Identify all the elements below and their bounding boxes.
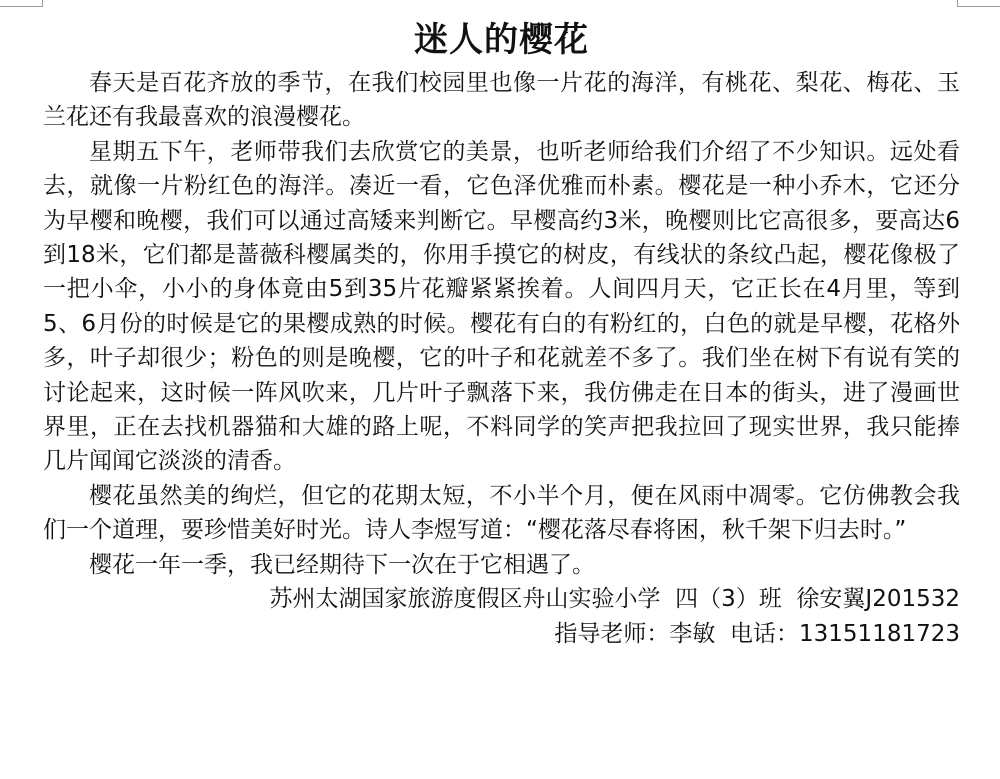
essay-paragraph-3: 樱花虽然美的绚烂，但它的花期太短，不小半个月，便在风雨中凋零。它仿佛教会我们一个道理，要珍惜美好时光。诗人李煜写道：“樱花落尽春将困，秋千架下归去时。”: [43, 482, 960, 544]
signature-block: [43, 582, 960, 651]
page-corner-mark-left: [0, 0, 43, 7]
essay-title: 迷人的樱花: [414, 20, 589, 60]
essay-paragraph-1: 春天是百花齐放的季节，在我们校园里也像一片花的海洋，有桃花、梨花、梅花、玉兰花还有我最喜欢的浪漫樱花。: [43, 70, 960, 131]
teacher-info: 指导老师：李敏 电话：13151181723: [554, 620, 960, 647]
essay-document: [43, 14, 960, 651]
author-info: 苏州太湖国家旅游度假区舟山实验小学 四（3）班 徐安翼J201532: [269, 586, 960, 613]
essay-paragraph-4: 樱花一年一季，我已经期待下一次在于它相遇了。: [89, 551, 595, 578]
essay-paragraph-2: 星期五下午，老师带我们去欣赏它的美景，也听老师给我们介绍了不少知识。远处看去，就像一片粉红色的海洋。凑近一看，它色泽优雅而朴素。樱花是一种小乔木，它还分为早樱和晚樱，我们可以通过高矮来判断它。早樱高约3米，晚樱则比它高很多，要高达6到18米，它们都是蔷薇科樱属类的，你用手摸它的树皮，有线状的条纹凸起，樱花像极了一把小伞，小小的身体竟由5到35片花瓣紧紧挨着。人间四月天，它正长在4月里，等到5、6月份的时候是它的果樱成熟的时候。樱花有白的有粉红的，白色的就是早樱，花格外多，叶子却很少；粉色的则是晚樱，它的叶子和花就差不多了。我们坐在树下有说有笑的讨论起来，这时候一阵风吹来，几片叶子飘落下来，我仿佛走在日本的街头，进了漫画世界里，正在去找机器猫和大雄的路上呢，不料同学的笑声把我拉回了现实世界，我只能捧几片闻闻它淡淡的清香。: [43, 138, 960, 475]
page-corner-mark-right: [957, 0, 1000, 7]
